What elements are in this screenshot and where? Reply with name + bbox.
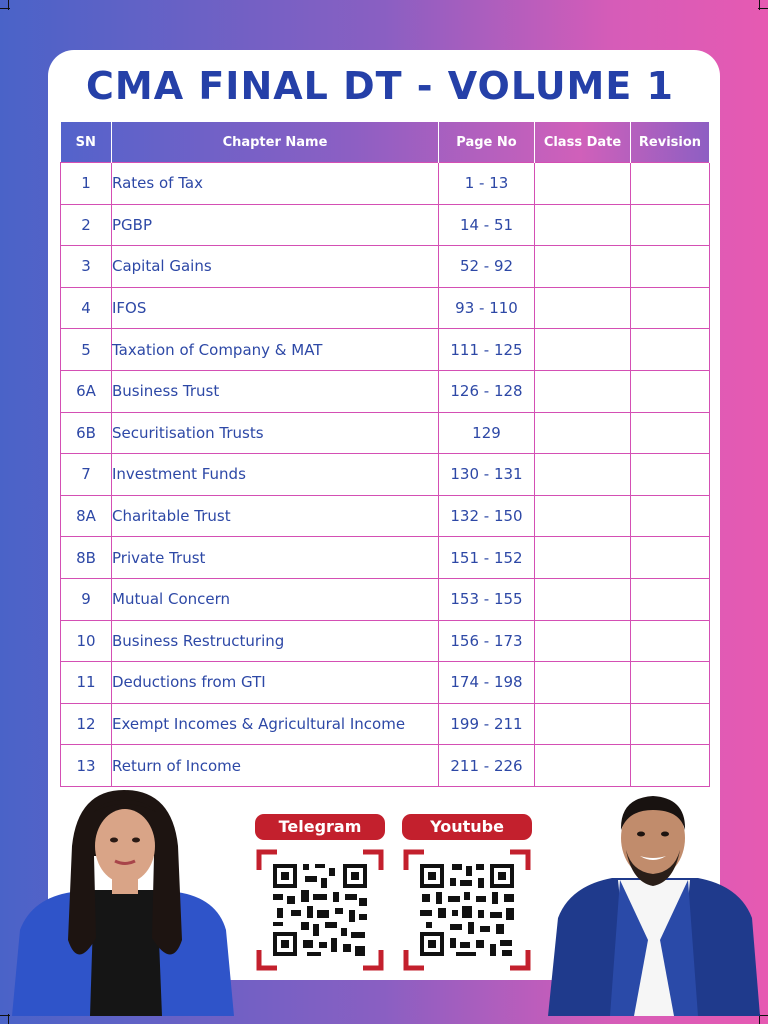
- header-page-no: Page No: [439, 122, 535, 163]
- crop-mark: [8, 0, 9, 10]
- row-chapter-name: IFOS: [112, 287, 439, 329]
- table-row: [61, 745, 710, 787]
- row-class-date-cell: [535, 662, 631, 704]
- row-revision-cell: [631, 246, 710, 288]
- row-page-range: 126 - 128: [439, 370, 535, 412]
- row-revision-cell: [631, 495, 710, 537]
- row-sn: 6B: [61, 412, 112, 454]
- telegram-qr-code[interactable]: [255, 848, 385, 972]
- table-row: [61, 370, 710, 412]
- row-class-date-cell: [535, 454, 631, 496]
- table-row: [61, 454, 710, 496]
- row-revision-cell: [631, 620, 710, 662]
- row-chapter-name: Investment Funds: [112, 454, 439, 496]
- presenter-photo-left: [12, 790, 238, 1016]
- row-revision-cell: [631, 454, 710, 496]
- table-row: [61, 246, 710, 288]
- table-header-row: [61, 122, 710, 163]
- row-page-range: 52 - 92: [439, 246, 535, 288]
- table-row: [61, 163, 710, 205]
- row-chapter-name: Charitable Trust: [112, 495, 439, 537]
- row-page-range: 199 - 211: [439, 703, 535, 745]
- row-sn: 1: [61, 163, 112, 205]
- telegram-qr-block[interactable]: [255, 814, 385, 972]
- crop-mark: [759, 0, 760, 10]
- row-revision-cell: [631, 578, 710, 620]
- row-page-range: 211 - 226: [439, 745, 535, 787]
- table-row: [61, 578, 710, 620]
- header-class-date: Class Date: [535, 122, 631, 163]
- row-page-range: 130 - 131: [439, 454, 535, 496]
- row-chapter-name: Mutual Concern: [112, 578, 439, 620]
- row-revision-cell: [631, 662, 710, 704]
- row-revision-cell: [631, 329, 710, 371]
- page-title: CMA FINAL DT - VOLUME 1: [86, 64, 674, 108]
- row-sn: 8A: [61, 495, 112, 537]
- row-page-range: 174 - 198: [439, 662, 535, 704]
- row-class-date-cell: [535, 329, 631, 371]
- row-class-date-cell: [535, 246, 631, 288]
- row-chapter-name: Capital Gains: [112, 246, 439, 288]
- table-row: [61, 287, 710, 329]
- row-sn: 3: [61, 246, 112, 288]
- row-sn: 5: [61, 329, 112, 371]
- row-sn: 2: [61, 204, 112, 246]
- table-row: [61, 204, 710, 246]
- row-page-range: 153 - 155: [439, 578, 535, 620]
- row-chapter-name: Deductions from GTI: [112, 662, 439, 704]
- row-chapter-name: Business Restructuring: [112, 620, 439, 662]
- table-row: [61, 620, 710, 662]
- row-class-date-cell: [535, 745, 631, 787]
- table-row: [61, 662, 710, 704]
- row-sn: 11: [61, 662, 112, 704]
- row-chapter-name: Business Trust: [112, 370, 439, 412]
- row-sn: 6A: [61, 370, 112, 412]
- row-page-range: 111 - 125: [439, 329, 535, 371]
- row-chapter-name: Private Trust: [112, 537, 439, 579]
- row-page-range: 1 - 13: [439, 163, 535, 205]
- row-sn: 7: [61, 454, 112, 496]
- table-row: [61, 412, 710, 454]
- row-sn: 10: [61, 620, 112, 662]
- row-class-date-cell: [535, 204, 631, 246]
- header-revision: Revision: [631, 122, 710, 163]
- youtube-qr-code[interactable]: [402, 848, 532, 972]
- youtube-label: Youtube: [402, 814, 532, 840]
- header-sn: SN: [61, 122, 112, 163]
- row-revision-cell: [631, 703, 710, 745]
- row-chapter-name: Rates of Tax: [112, 163, 439, 205]
- table-row: [61, 329, 710, 371]
- row-chapter-name: Return of Income: [112, 745, 439, 787]
- presenter-photo-right: [548, 790, 760, 1016]
- row-chapter-name: PGBP: [112, 204, 439, 246]
- row-class-date-cell: [535, 537, 631, 579]
- row-class-date-cell: [535, 370, 631, 412]
- row-revision-cell: [631, 287, 710, 329]
- row-revision-cell: [631, 163, 710, 205]
- row-chapter-name: Taxation of Company & MAT: [112, 329, 439, 371]
- row-sn: 9: [61, 578, 112, 620]
- row-revision-cell: [631, 537, 710, 579]
- row-page-range: 129: [439, 412, 535, 454]
- row-class-date-cell: [535, 287, 631, 329]
- row-class-date-cell: [535, 620, 631, 662]
- row-revision-cell: [631, 370, 710, 412]
- row-sn: 12: [61, 703, 112, 745]
- row-chapter-name: Exempt Incomes & Agricultural Income: [112, 703, 439, 745]
- row-class-date-cell: [535, 163, 631, 205]
- header-chapter-name: Chapter Name: [112, 122, 439, 163]
- table-row: [61, 703, 710, 745]
- row-class-date-cell: [535, 495, 631, 537]
- row-class-date-cell: [535, 703, 631, 745]
- row-page-range: 93 - 110: [439, 287, 535, 329]
- row-page-range: 132 - 150: [439, 495, 535, 537]
- crop-mark: [8, 1014, 9, 1024]
- row-sn: 8B: [61, 537, 112, 579]
- row-class-date-cell: [535, 578, 631, 620]
- table-row: [61, 537, 710, 579]
- row-sn: 13: [61, 745, 112, 787]
- row-page-range: 156 - 173: [439, 620, 535, 662]
- row-chapter-name: Securitisation Trusts: [112, 412, 439, 454]
- telegram-label: Telegram: [255, 814, 385, 840]
- row-revision-cell: [631, 745, 710, 787]
- row-sn: 4: [61, 287, 112, 329]
- row-page-range: 151 - 152: [439, 537, 535, 579]
- youtube-qr-block[interactable]: [402, 814, 532, 972]
- row-page-range: 14 - 51: [439, 204, 535, 246]
- chapter-table: [60, 122, 710, 787]
- row-revision-cell: [631, 412, 710, 454]
- row-revision-cell: [631, 204, 710, 246]
- table-row: [61, 495, 710, 537]
- row-class-date-cell: [535, 412, 631, 454]
